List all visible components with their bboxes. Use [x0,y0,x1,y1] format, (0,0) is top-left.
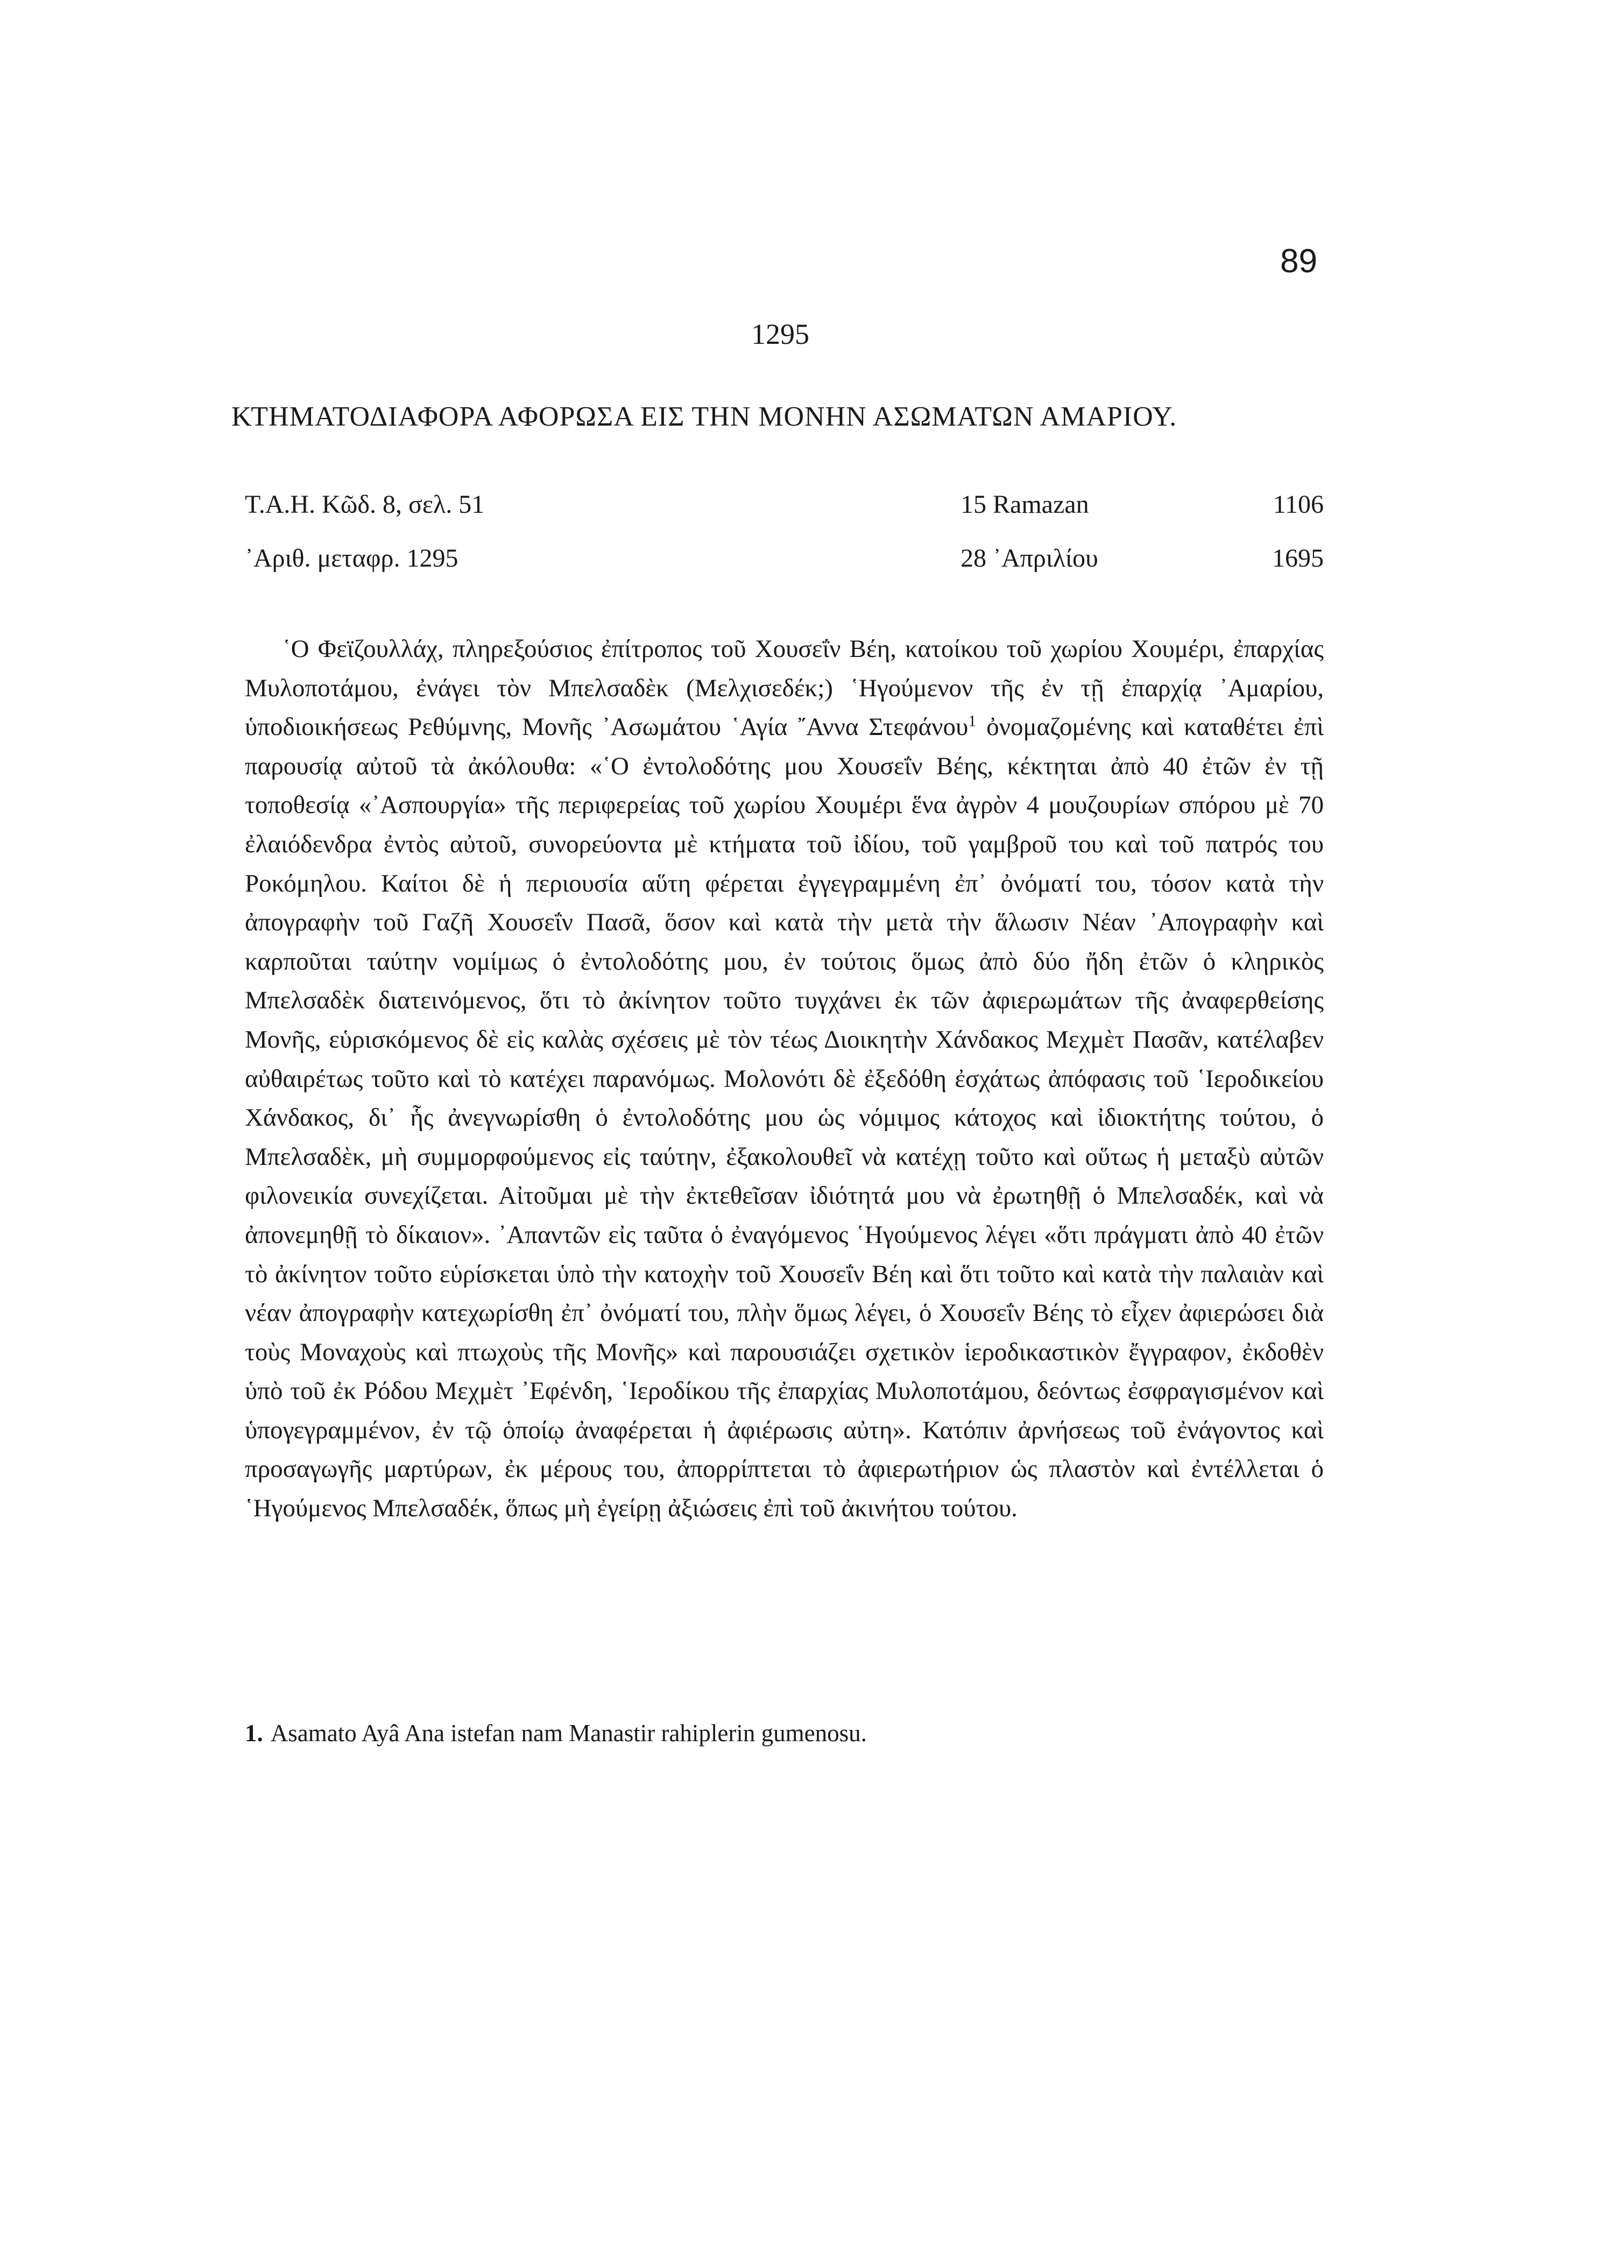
document-title: ΚΤΗΜΑΤΟΔΙΑΦΟΡΑ ΑΦΟΡΩΣΑ ΕΙΣ ΤΗΝ ΜΟΝΗΝ ΑΣΩΜΑΤΩΝ ΑΜΑΡΙΟΥ. [231,401,1177,432]
footnote-marker: 1. [245,1720,263,1747]
translation-number: ᾿Αριθ. μεταφρ. 1295 [245,544,458,573]
footnote-reference: 1 [968,712,977,730]
body-text-part: ῾Ο Φεϊζουλλάχ, πληρεξούσιος ἐπίτροπος τοῦ Χουσεΐν Βέη, κατοίκου τοῦ χωρίου Χουμέρι, ἐπαρχίας Μυλοποτάμου, ἐνάγει τὸν Μπελσαδὲκ (Μελχισεδέκ;) ῾Ηγούμενον τῆς ἐν τῇ ἐπαρχίᾳ ᾿Αμαρίου, ὑποδιοικήσεως Ρεθύμνης, Μονῆς ᾿Ασωμάτου ῾Αγία ῎Αννα Στεφάνου [245,635,1324,741]
footnote [245,1719,1324,1747]
footnote-text: Asamato Ayâ Ana istefan nam Manastir rahiplerin gumenosu. [270,1720,867,1747]
page-number: 89 [1280,243,1317,280]
document-body [245,630,1324,1528]
archive-reference: Τ.Α.Η. Κῶδ. 8, σελ. 51 [245,490,485,519]
document-number: 1295 [751,318,809,350]
year-hijri: 1106 [1273,490,1324,519]
date-hijri: 15 Ramazan [961,490,1089,519]
date-gregorian: 28 ᾿Απριλίου [961,544,1098,573]
body-text-part: ὀνομαζομένης καὶ καταθέτει ἐπὶ παρουσίᾳ αὐτοῦ τὰ ἀκόλουθα: «῾Ο ἐντολοδότης μου Χουσεΐν Βέης, κέκτηται ἀπὸ 40 ἐτῶν ἐν τῇ τοποθεσίᾳ «᾿Ασπουργία» τῆς περιφερείας τοῦ χωρίου Χουμέρι ἕνα ἀγρὸν 4 μουζουρίων σπόρου μὲ 70 ἐλαιόδενδρα ἐντὸς αὐτοῦ, συνορεύοντα μὲ κτήματα τοῦ ἰδίου, τοῦ γαμβροῦ του καὶ τοῦ πατρός του Ροκόμηλου. Καίτοι δὲ ἡ περιουσία αὕτη φέρεται ἐγγεγραμμένη ἐπ᾿ ὀνόματί του, τόσον κατὰ τὴν ἀπογραφὴν τοῦ Γαζῆ Χουσεΐν Πασᾶ, ὅσον καὶ κατὰ τὴν μετὰ τὴν ἅλωσιν Νέαν ᾿Απογραφὴν καὶ καρποῦται ταύτην νομίμως ὁ ἐντολοδότης μου, ἐν τούτοις ὅμως ἀπὸ δύο ἤδη ἐτῶν ὁ κληρικὸς Μπελσαδὲκ διατεινόμενος, ὅτι τὸ ἀκίνητον τοῦτο τυγχάνει ἐκ τῶν ἀφιερωμάτων τῆς ἀναφερθείσης Μονῆς, εὑρισκόμενος δὲ εἰς καλὰς σχέσεις μὲ τὸν τέως Διοικητὴν Χάνδακος Μεχμὲτ Πασᾶν, κατέλαβεν αὐθαιρέτως τοῦτο καὶ τὸ κατέχει παρανόμως. Μολονότι δὲ ἐξεδόθη ἐσχάτως ἀπόφασις τοῦ ῾Ιεροδικείου Χάνδακος, δι᾿ ἧς ἀνεγνωρίσθη ὁ ἐντολοδότης μου ὡς νόμιμος κάτοχος καὶ ἰδιοκτήτης τούτου, ὁ Μπελσαδὲκ, μὴ συμμορφούμενος εἰς ταύτην, ἐξακολουθεῖ νὰ κατέχῃ τοῦτο καὶ οὕτως ἡ μεταξὺ αὐτῶν φιλονεικία συνεχίζεται. Αἰτοῦμαι μὲ τὴν ἐκτεθεῖσαν ἰδιότητά μου νὰ ἐρωτηθῇ ὁ Μπελσαδέκ, καὶ νὰ ἀπονεμηθῇ τὸ δίκαιον». ᾿Απαντῶν εἰς ταῦτα ὁ ἐναγόμενος ῾Ηγούμενος λέγει «ὅτι πράγματι ἀπὸ 40 ἐτῶν τὸ ἀκίνητον τοῦτο εὑρίσκεται ὑπὸ τὴν κατοχὴν τοῦ Χουσεΐν Βέη καὶ ὅτι τοῦτο καὶ κατὰ τὴν παλαιὰν καὶ νέαν ἀπογραφὴν κατεχωρίσθη ἐπ᾿ ὀνόματί του, πλὴν ὅμως λέγει, ὁ Χουσεΐν Βέης τὸ εἶχεν ἀφιερώσει διὰ τοὺς Μοναχοὺς καὶ πτωχοὺς τῆς Μονῆς» καὶ παρουσιάζει σχετικὸν ἱεροδικαστικὸν ἔγγραφον, ἐκδοθὲν ὑπὸ τοῦ ἐκ Ρόδου Μεχμὲτ ᾿Εφένδη, ῾Ιεροδίκου τῆς ἐπαρχίας Μυλοποτάμου, δεόντως ἐσφραγισμένον καὶ ὑπογεγραμμένον, ἐν τῷ ὁποίῳ ἀναφέρεται ἡ ἀφιέρωσις αὐτη». Κατόπιν ἀρνήσεως τοῦ ἐνάγοντος καὶ προσαγωγῆς μαρτύρων, ἐκ μέρους του, ἀπορρίπτεται τὸ ἀφιερωτήριον ὡς πλαστὸν καὶ ἐντέλλεται ὁ ῾Ηγούμενος Μπελσαδέκ, ὅπως μὴ ἐγείρῃ ἀξιώσεις ἐπὶ τοῦ ἀκινήτου τούτου. [245,713,1324,1523]
year-gregorian: 1695 [1272,544,1324,573]
